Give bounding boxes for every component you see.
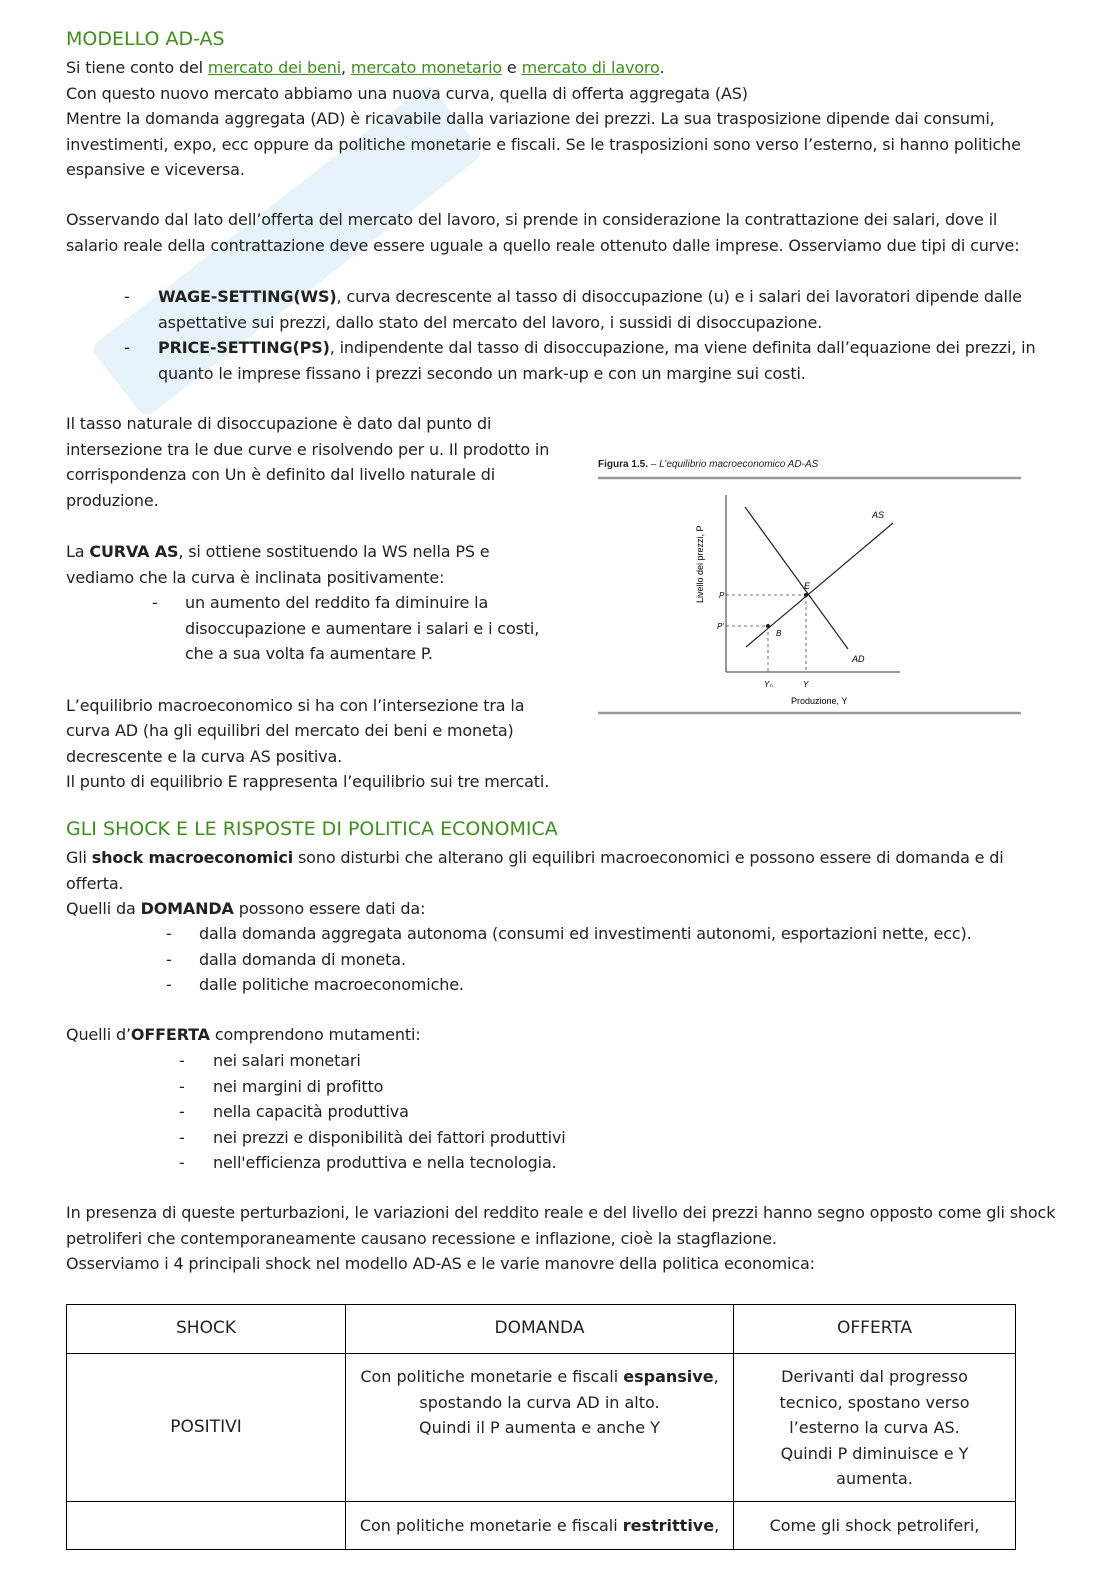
label-yn: Yₙ: [764, 680, 773, 689]
point-b: [766, 624, 770, 628]
bullet-text: dalle politiche macroeconomiche.: [199, 975, 464, 995]
paragraph-curva-as: [66, 539, 556, 590]
bullet-dash: -: [124, 287, 130, 306]
paragraph: Il tasso naturale di disoccupazione è dato dal punto di intersezione tra le due curve e risolvendo per u. Il prodotto in corrispondenza con Un è definito dal livello naturale di produzione.: [66, 414, 550, 510]
text: Quelli da: [66, 899, 141, 919]
bold-term: CURVA AS: [89, 541, 179, 561]
paragraph: In presenza di queste perturbazioni, le variazioni del reddito reale e del livello dei prezzi hanno segno opposto come gli shock petroliferi che contemporaneamente causano recessione e inflazione, cioè la stagflazione.: [66, 1203, 1056, 1248]
list-item: [66, 1048, 1056, 1074]
paragraph: Mentre la domanda aggregata (AD) è ricavabile dalla variazione dei prezzi. La sua trasposizione dipende dai consumi, investimenti, expo, ecc oppure da politiche monetarie e fiscali. Se le trasposizioni sono verso l’esterno, si hanno politiche espansive e viceversa.: [66, 109, 1021, 180]
bullet-text: nell'efficienza produttiva e nella tecnologia.: [213, 1153, 557, 1173]
cell-offerta-positivi: [734, 1354, 1016, 1502]
table-row: [67, 1502, 1016, 1550]
cell-bold: restrittive: [622, 1515, 715, 1535]
cell-text: Con politiche monetarie e fiscali: [360, 1367, 624, 1386]
bullet-dash: -: [166, 924, 172, 943]
cell-text: Quindi P diminuisce e Y aumenta.: [780, 1443, 969, 1489]
bullet-dash: -: [179, 1076, 185, 1096]
intro-line: [66, 55, 1066, 81]
bullet-dash: -: [179, 1153, 185, 1173]
bullet-text: nei salari monetari: [213, 1051, 361, 1070]
label-y: Y: [803, 680, 809, 689]
caption-text: – L’equilibrio macroeconomico AD-AS: [648, 459, 819, 470]
bullet-dash: -: [166, 949, 172, 969]
cell-text: Quindi il P aumenta e anche Y: [419, 1418, 660, 1438]
row-label-positivi: POSITIVI: [67, 1354, 346, 1502]
bullet-text: un aumento del reddito fa diminuire la disoccupazione e aumentare i salari e i costi, che a sua volta fa aumentare P.: [185, 593, 540, 664]
bullet-text: nei margini di profitto: [213, 1076, 384, 1096]
intro-block: [66, 55, 1066, 183]
supply-list: [66, 1048, 1056, 1176]
paragraph-offerta-lavoro: [66, 207, 1054, 258]
shock-table: [66, 1304, 1016, 1550]
bullet-dash: -: [166, 975, 172, 995]
bullet-text: nella capacità produttiva: [213, 1102, 409, 1122]
bullet-text: , indipendente dal tasso di disoccupazione, ma viene definita dall’equazione dei prezzi, in quanto le imprese fissano i prezzi secondo un mark-up e con un margine sui costi.: [158, 338, 1036, 383]
section-title-shock: GLI SHOCK E LE RISPOSTE DI POLITICA ECONOMICA: [66, 818, 558, 840]
list-item: [66, 972, 1056, 998]
bullet-dash: -: [179, 1051, 185, 1070]
paragraph: Osservando dal lato dell’offerta del mercato del lavoro, si prende in considerazione la contrattazione dei salari, dove il salario reale della contrattazione deve essere uguale a quello reale ottenuto dalle imprese. Osserviamo due tipi di curve:: [66, 210, 1020, 255]
bullet-text: , curva decrescente al tasso di disoccupazione (u) e i salari dei lavoratori dipende dalle aspettative sui prezzi, dallo stato del mercato del lavoro, i sussidi di disoccupazione.: [158, 287, 1022, 332]
paragraph: Con questo nuovo mercato abbiamo una nuova curva, quella di offerta aggregata (AS): [66, 83, 748, 103]
row-label: [67, 1502, 346, 1550]
curves-list: [66, 284, 1056, 386]
table-header-row: [67, 1305, 1016, 1354]
intro-sep: ,: [341, 58, 351, 77]
table-row: [67, 1354, 1016, 1502]
list-item: [66, 1099, 1056, 1125]
paragraph: Osserviamo i 4 principali shock nel modello AD-AS e le varie manovre della politica economica:: [66, 1254, 815, 1274]
cell-text: , spostando la curva AD in alto.: [419, 1367, 719, 1412]
bullet-dash: -: [124, 338, 130, 358]
list-item: [66, 921, 1056, 947]
text: La: [66, 541, 90, 561]
label-e: E: [804, 581, 811, 591]
ad-curve: [745, 507, 848, 649]
y-axis-label: Livello dei prezzi, P: [695, 525, 705, 603]
bullet-bold: PRICE-SETTING(PS): [158, 338, 330, 358]
text: Gli: [66, 848, 92, 867]
label-ad: AD: [852, 654, 865, 664]
cell-domanda-negativi: [346, 1502, 734, 1550]
cell-text: Con politiche monetarie e fiscali: [359, 1515, 623, 1535]
text: sono disturbi che alterano gli equilibri macroeconomici e possono essere di domanda e di offerta.: [66, 848, 1004, 893]
header-domanda: DOMANDA: [346, 1305, 734, 1354]
bullet-text: nei prezzi e disponibilità dei fattori produttivi: [213, 1127, 566, 1147]
bullet-dash: -: [179, 1127, 185, 1147]
supply-intro: [66, 1022, 1056, 1048]
paragraph: [66, 845, 1056, 896]
figure-ad-as: [598, 455, 1021, 717]
label-p: P: [719, 591, 725, 600]
list-item: [66, 947, 1056, 973]
ad-as-diagram: [598, 455, 1021, 717]
point-e: [804, 593, 808, 597]
cell-bold: espansive: [623, 1367, 714, 1386]
paragraph: [66, 1022, 1056, 1048]
cell-domanda-positivi: [346, 1354, 734, 1502]
intro-suffix: .: [659, 58, 665, 77]
text: , si ottiene sostituendo la WS nella PS e vediamo che la curva è inclinata positivamente:: [66, 541, 490, 587]
cell-offerta-negativi: Come gli shock petroliferi,: [734, 1502, 1016, 1550]
cell-text: Derivanti dal progresso tecnico, spostano verso l’esterno la curva AS.: [779, 1367, 970, 1438]
x-axis-label: Produzione, Y: [791, 696, 848, 706]
list-item: [66, 1150, 1056, 1176]
shock-intro: [66, 845, 1056, 922]
header-offerta: OFFERTA: [734, 1305, 1016, 1354]
label-as: AS: [872, 510, 885, 520]
list-item-ps: [66, 335, 1056, 386]
intro-prefix: Si tiene conto del: [66, 58, 208, 77]
cell-text: ,: [714, 1515, 720, 1535]
bullet-text: dalla domanda aggregata autonoma (consumi ed investimenti autonomi, esportazioni nette, ecc).: [199, 924, 972, 943]
link-mercato-beni[interactable]: mercato dei beni: [207, 58, 342, 77]
list-item: [66, 1074, 1056, 1100]
link-mercato-monetario[interactable]: mercato monetario: [350, 58, 502, 77]
paragraph: [66, 896, 1056, 922]
perturbazioni-paragraph: [66, 1200, 1058, 1277]
link-mercato-lavoro[interactable]: mercato di lavoro: [521, 58, 660, 77]
bullet-dash: -: [152, 593, 158, 613]
text: comprendono mutamenti:: [209, 1025, 421, 1044]
label-b: B: [776, 629, 782, 638]
bold-term: DOMANDA: [140, 899, 234, 919]
header-shock: SHOCK: [67, 1305, 346, 1354]
text: Quelli d’: [66, 1025, 131, 1044]
bold-term: shock macroeconomici: [91, 848, 294, 867]
list-item-ws: [66, 284, 1056, 335]
paragraph: L’equilibrio macroeconomico si ha con l’intersezione tra la curva AD (ha gli equilibri del mercato dei beni e moneta) decrescente e la curva AS positiva.: [66, 695, 525, 766]
paragraph: Il punto di equilibrio E rappresenta l’equilibrio sui tre mercati.: [66, 772, 550, 792]
demand-list: [66, 921, 1056, 998]
text: possono essere dati da:: [233, 899, 426, 919]
label-p-prime: P': [717, 622, 724, 631]
bullet-dash: -: [179, 1102, 185, 1122]
caption-bold: Figura 1.5.: [598, 459, 649, 470]
bullet-bold: WAGE-SETTING(WS): [158, 287, 337, 306]
list-item: [66, 590, 555, 667]
intro-sep: e: [502, 58, 522, 77]
bold-term: OFFERTA: [130, 1025, 210, 1044]
list-item: [66, 1125, 1056, 1151]
left-column: [66, 411, 556, 795]
section-title-ad-as: MODELLO AD-AS: [66, 28, 225, 50]
bullet-text: dalla domanda di moneta.: [199, 949, 406, 969]
